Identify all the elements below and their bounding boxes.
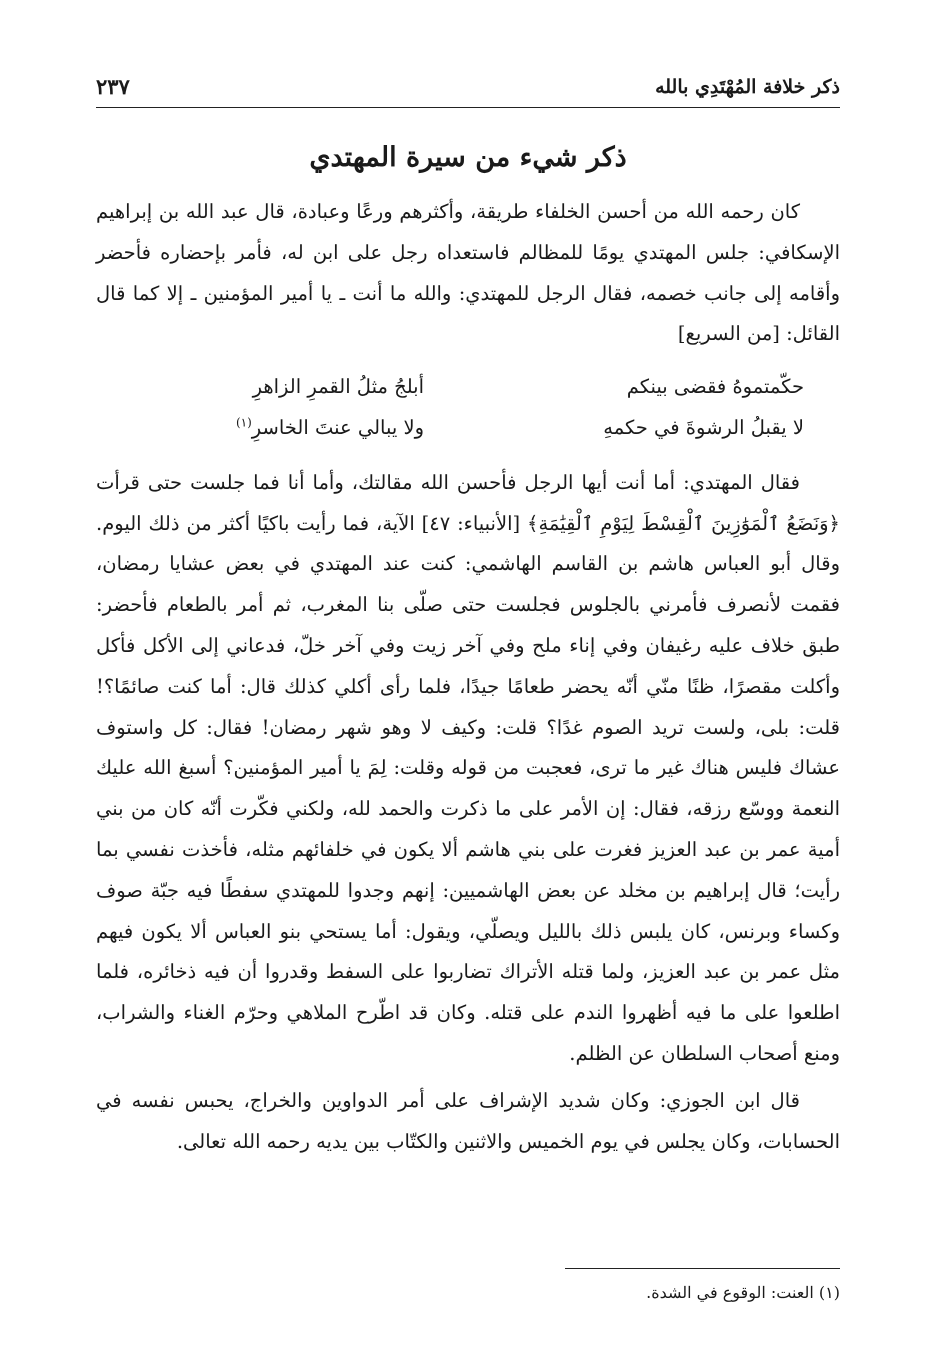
verse-1-first-hemistich: حكّمتموهُ فقضى بينكم [626,375,804,399]
paragraph-3: قال ابن الجوزي: وكان شديد الإشراف على أمر الدواوين والخراج، يحبس نفسه في الحسابات، وكان يجلس في يوم الخميس والاثنين والكتّاب بين يديه رحمه الله تعالى. [96,1088,840,1153]
footnote: (١) العنت: الوقوع في الشدة. [646,1283,840,1302]
verse-2-second-text: ولا يبالي عنتَ الخاسرِ [251,415,424,439]
running-title: ذكر خلافة المُهْتَدِي بالله [655,76,840,98]
verse-2-first-hemistich: لا يقبلُ الرشوةَ في حكمهِ [603,415,804,439]
verse-2-second-hemistich [104,408,444,449]
section-title: ذكر شيء من سيرة المهتدي [309,142,627,173]
verse-1-second-hemistich: أبلجُ مثلُ القمرِ الزاهرِ [252,375,424,399]
page-number: ٢٣٧ [96,74,130,99]
body-text [96,192,840,1162]
footnote-reference: (١) [235,415,252,430]
running-header [96,70,840,110]
poem-verse-1 [96,367,840,408]
paragraph-2: فقال المهتدي: أما أنت أيها الرجل فأحسن الله مقالتك، وأما أنا فما جلست حتى قرأت ﴿وَنَضَعُ ٱلْمَوَٰزِينَ ٱلْقِسْطَ لِيَوْمِ ٱلْقِيَٰمَةِ﴾ [الأنبياء: ٤٧] الآية، فما رأيت باكيًا أكثر من ذلك اليوم. وقال أبو العباس هاشم بن القاسم الهاشمي: كنت عند المهتدي في بعض عشايا رمضان، فقمت لأنصرف فأمرني بالجلوس فجلست حتى صلّى بنا المغرب، ثم أمر بالطعام فأحضر: طبق خلاف عليه رغيفان وفي إناء ملح وفي آخر زيت وفي آخر خلّ، فدعاني إلى الأكل فأكل وأكلت مقصرًا، ظنًا منّي أنّه يحضر طعامًا جيدًا، فلما رأى أكلي كذلك قال: أما كنت صائمًا؟! قلت: بلى، ولست تريد الصوم غدًا؟ قلت: وكيف لا وهو شهر رمضان! فقال: كل واستوف عشاك فليس هناك غير ما ترى، فعجبت من قوله وقلت: لِمَ يا أمير المؤمنين؟ أسبغ الله عليك النعمة ووسّع رزقه، فقال: إن الأمر على ما ذكرت والحمد لله، ولكني فكّرت أنّه كان من بني أمية عمر بن عبد العزيز فغرت على بني هاشم ألا يكون في خلفائهم مثله، فأخذت نفسي بما رأيت؛ قال إبراهيم بن مخلد عن بعض الهاشميين: إنهم وجدوا للمهتدي سفطًا فيه جبّة صوف وكساء وبرنس، كان يلبس ذلك بالليل ويصلّي، ويقول: أما يستحي بنو العباس ألا يكون فيهم مثل عمر بن عبد العزيز، ولما قتله الأتراك تضاربوا على السفط وقدروا أن فيه ذخائره، فلما اطلعوا على ما فيه أظهروا الندم على قتله. وكان قد اطّرح الملاهي وحرّم الغناء والشراب، ومنع أصحاب السلطان عن الظلم. [96,470,840,1065]
poem [96,367,840,449]
footnote-rule [565,1268,840,1269]
paragraph-1: كان رحمه الله من أحسن الخلفاء طريقة، وأكثرهم ورعًا وعبادة، قال عبد الله بن إبراهيم الإسكافي: جلس المهتدي يومًا للمظالم فاستعداه رجل على ابن له، فأمر بإحضاره فأحضر وأقامه إلى جانب خصمه، فقال الرجل للمهتدي: والله ما أنت ـ يا أمير المؤمنين ـ إلا كما قال القائل: [من السريع] [96,200,840,346]
header-rule [96,107,840,108]
poem-verse-2 [96,408,840,449]
